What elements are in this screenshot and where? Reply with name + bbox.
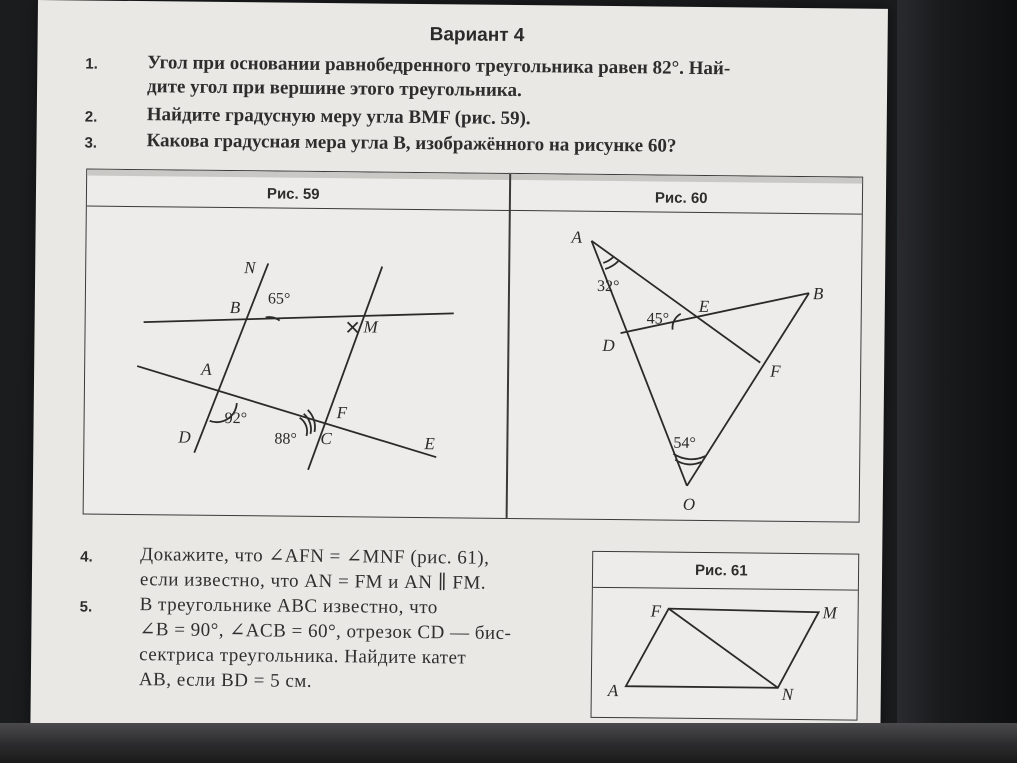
question-4-line-1: Докажите, что ∠AFN = ∠MNF (рис. 61),: [140, 544, 490, 569]
question-5-line-1: В треугольнике ABC известно, что: [139, 594, 438, 619]
fig59-point-e: E: [424, 434, 435, 454]
fig59-point-b: B: [229, 298, 241, 318]
fig61-box: [591, 551, 860, 721]
question-2-number: 2.: [84, 108, 98, 126]
monitor-frame-bottom: [0, 723, 1017, 763]
question-1-line-2: дите угол при вершине этого треугольника.: [146, 76, 522, 102]
line-mf-c: [308, 266, 382, 471]
fig59-point-c: C: [320, 428, 332, 449]
angle-arc-a-1: [603, 257, 613, 263]
question-1-number: 1.: [85, 55, 98, 73]
fig59-point-a: A: [201, 359, 212, 379]
fig60-angle-a: 32°: [596, 277, 620, 296]
fig60-point-f: F: [770, 361, 781, 381]
fig59-point-f: F: [336, 403, 348, 423]
angle-arc-o-2: [673, 454, 705, 460]
fig61-point-m: M: [822, 603, 837, 623]
monitor-bezel: [897, 0, 1017, 763]
fig60-label: Рис. 60: [654, 189, 708, 208]
fig59-point-n: N: [244, 258, 256, 278]
question-5-line-2: ∠B = 90°, ∠ACB = 60°, отрезок CD — бис-: [139, 619, 512, 644]
fig61-point-f: F: [650, 601, 662, 621]
fig61-diagram: [592, 588, 858, 719]
fig59-angle-b: 65°: [267, 290, 291, 308]
figure-table: [83, 169, 864, 523]
fig60-diagram: [507, 210, 862, 520]
fig61-point-n: N: [781, 684, 794, 704]
question-5-line-3: сектриса треугольника. Найдите катет: [139, 644, 467, 669]
fig59-angle-c: 88°: [274, 430, 297, 448]
question-4-line-2: если известно, что AN = FM и AN ∥ FM.: [139, 569, 487, 594]
angle-arc-c-1: [299, 418, 307, 436]
question-3-line-1: Какова градусная мера угла B, изображённого на рисунке 60?: [146, 130, 677, 157]
question-1-line-1: Угол при основании равнобедренного треугольника равен 82°. Най-: [147, 52, 731, 80]
fig59-point-m: M: [363, 317, 378, 337]
fig59-label: Рис. 59: [266, 185, 320, 203]
question-5-number: 5.: [79, 598, 93, 616]
variant-title: Вариант 4: [429, 24, 525, 47]
worksheet: [30, 0, 888, 744]
diagonal-fn: [668, 609, 779, 688]
fig59-angle-a: 92°: [224, 409, 248, 428]
fig59-diagram: [84, 206, 509, 516]
question-5-line-4: AB, если BD = 5 см.: [138, 669, 313, 692]
question-4-number: 4.: [80, 548, 93, 566]
fig60-point-a: A: [571, 227, 583, 247]
fig60-point-e: E: [698, 296, 710, 317]
fig59-point-d: D: [178, 427, 191, 447]
question-3-number: 3.: [84, 134, 98, 152]
fig60-point-b: B: [812, 284, 824, 304]
line-ob: [687, 292, 809, 487]
question-2-line-1: Найдите градусную меру угла BMF (рис. 59).: [146, 104, 531, 130]
line-bm: [144, 310, 454, 325]
fig60-angle-d: 45°: [646, 310, 670, 328]
fig60-point-o: O: [682, 494, 696, 514]
fig60-point-d: D: [602, 335, 615, 356]
fig61-point-a: A: [607, 681, 619, 701]
fig61-label: Рис. 61: [694, 561, 748, 580]
fig60-angle-o: 54°: [673, 434, 696, 452]
